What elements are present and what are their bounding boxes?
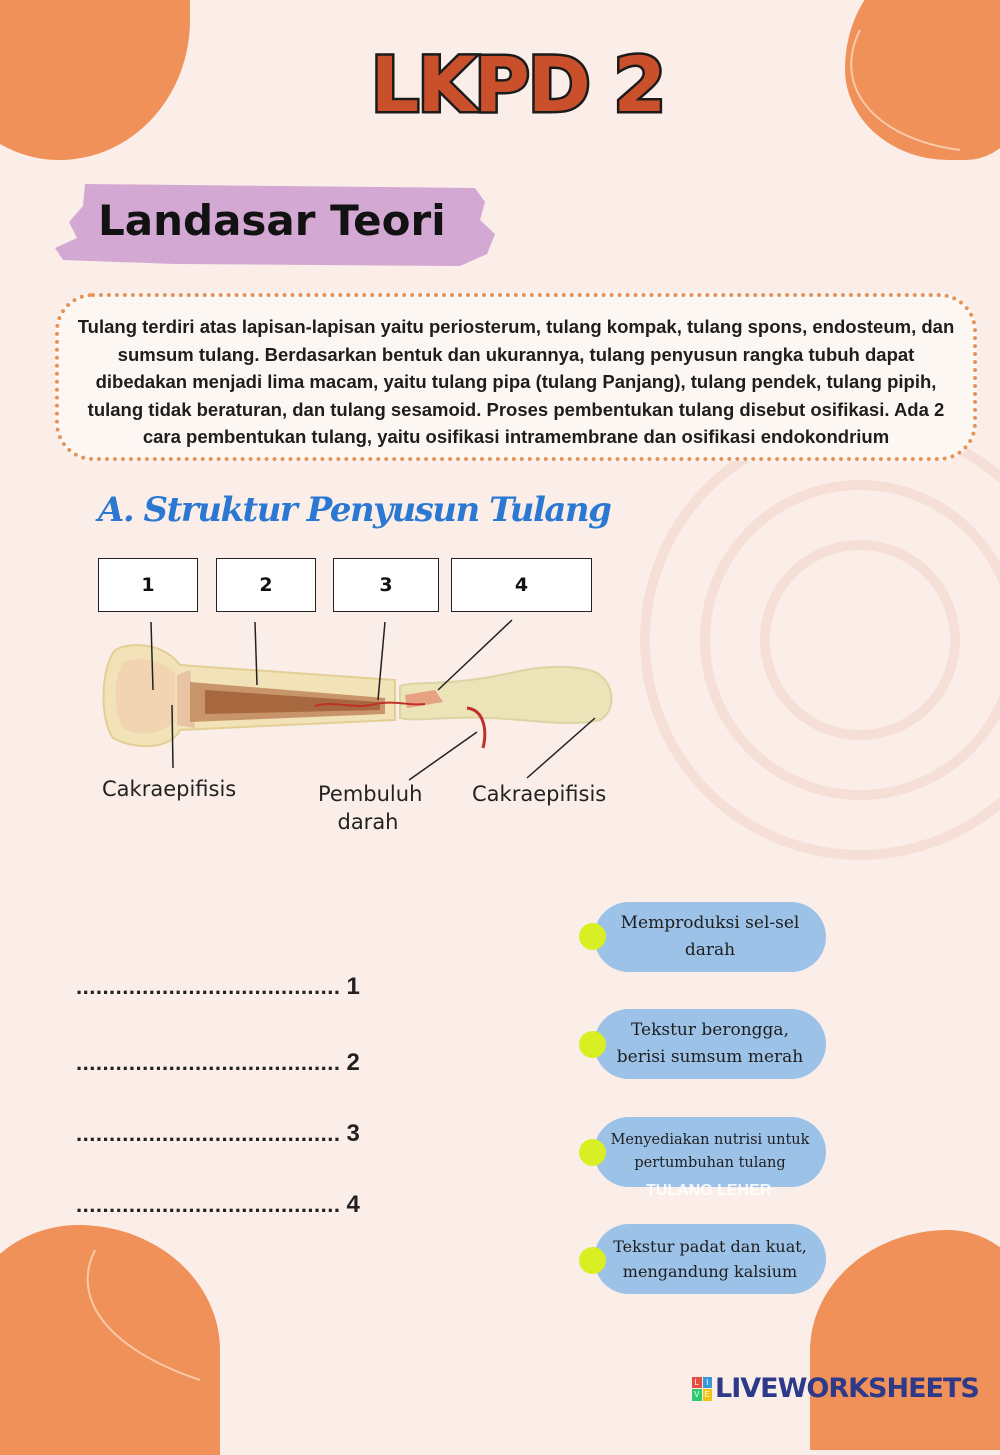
answer-number: 2 <box>346 1049 360 1076</box>
answer-line-1[interactable] <box>76 973 360 1001</box>
answer-blank[interactable]: ........................................ <box>76 1121 341 1146</box>
match-dot-4[interactable] <box>579 1247 606 1274</box>
option-text: Memproduksi sel-sel <box>620 913 800 933</box>
caption-blood-vessel <box>318 780 423 836</box>
caption-right-epiphysis: Cakraepifisis <box>472 782 607 806</box>
logo-tile: E <box>703 1389 713 1401</box>
option-text: berisi sumsum merah <box>616 1047 804 1067</box>
answer-number: 3 <box>346 1120 360 1147</box>
label-box-4[interactable]: 4 <box>451 558 592 612</box>
option-text: Menyediakan nutrisi untuk <box>610 1132 810 1148</box>
logo-tile: L <box>692 1377 702 1389</box>
caption-blood-vessel-line2: darah <box>337 810 399 834</box>
answer-number: 1 <box>346 973 360 1000</box>
match-dot-3[interactable] <box>579 1139 606 1166</box>
section-heading-structure: A. Struktur Penyusun Tulang <box>98 490 611 530</box>
label-box-3[interactable]: 3 <box>333 558 439 612</box>
answer-blank[interactable]: ........................................ <box>76 1050 341 1075</box>
brand-name: LIVEWORKSHEETS <box>715 1373 979 1404</box>
match-dot-2[interactable] <box>579 1031 606 1058</box>
caption-blood-vessel-line1: Pembuluh <box>318 782 423 806</box>
answer-line-3[interactable] <box>76 1120 360 1148</box>
option-card-1[interactable] <box>594 902 826 972</box>
section-heading-theory: Landasar Teori <box>98 196 446 245</box>
caption-left-epiphysis: Cakraepifisis <box>102 777 237 801</box>
option-text: Tekstur berongga, <box>631 1020 789 1040</box>
option-text: Tekstur padat dan kuat, <box>613 1237 807 1256</box>
theory-text-box <box>55 293 977 461</box>
answer-line-4[interactable] <box>76 1191 360 1219</box>
ghost-text: TULANG LEHER <box>646 1182 772 1199</box>
liveworksheets-brand[interactable] <box>692 1373 979 1404</box>
answer-blank[interactable]: ........................................ <box>76 1192 341 1217</box>
label-box-2[interactable]: 2 <box>216 558 316 612</box>
option-card-3[interactable] <box>594 1117 826 1187</box>
option-text: mengandung kalsium <box>622 1262 798 1281</box>
option-text: pertumbuhan tulang <box>634 1155 786 1171</box>
logo-tile: V <box>692 1389 702 1401</box>
answer-number: 4 <box>346 1191 360 1218</box>
logo-tile: I <box>703 1377 713 1389</box>
theory-paragraph: Tulang terdiri atas lapisan-lapisan yaitu periosterum, tulang kompak, tulang spons, endosteum, dan sumsum tulang. Berdasarkan bentuk dan ukurannya, tulang penyusun rangka tubuh dapat dibedakan menjadi lima macam, yaitu tulang pipa (tulang Panjang), tulang pendek, tulang pipih, tulang tidak beraturan, dan tulang sesamoid. Proses pembentukan tulang disebut osifikasi. Ada 2 cara pembentukan tulang, yaitu osifikasi intramembrane dan osifikasi endokondrium <box>77 316 955 447</box>
answer-line-2[interactable] <box>76 1049 360 1077</box>
answer-blank[interactable]: ........................................ <box>76 974 341 999</box>
liveworksheets-logo-icon <box>692 1377 712 1401</box>
option-card-4[interactable] <box>594 1224 826 1294</box>
option-card-2[interactable] <box>594 1009 826 1079</box>
match-dot-1[interactable] <box>579 923 606 950</box>
page-title: LKPD 2 <box>370 40 665 129</box>
option-text: darah <box>684 940 736 960</box>
label-box-1[interactable]: 1 <box>98 558 198 612</box>
